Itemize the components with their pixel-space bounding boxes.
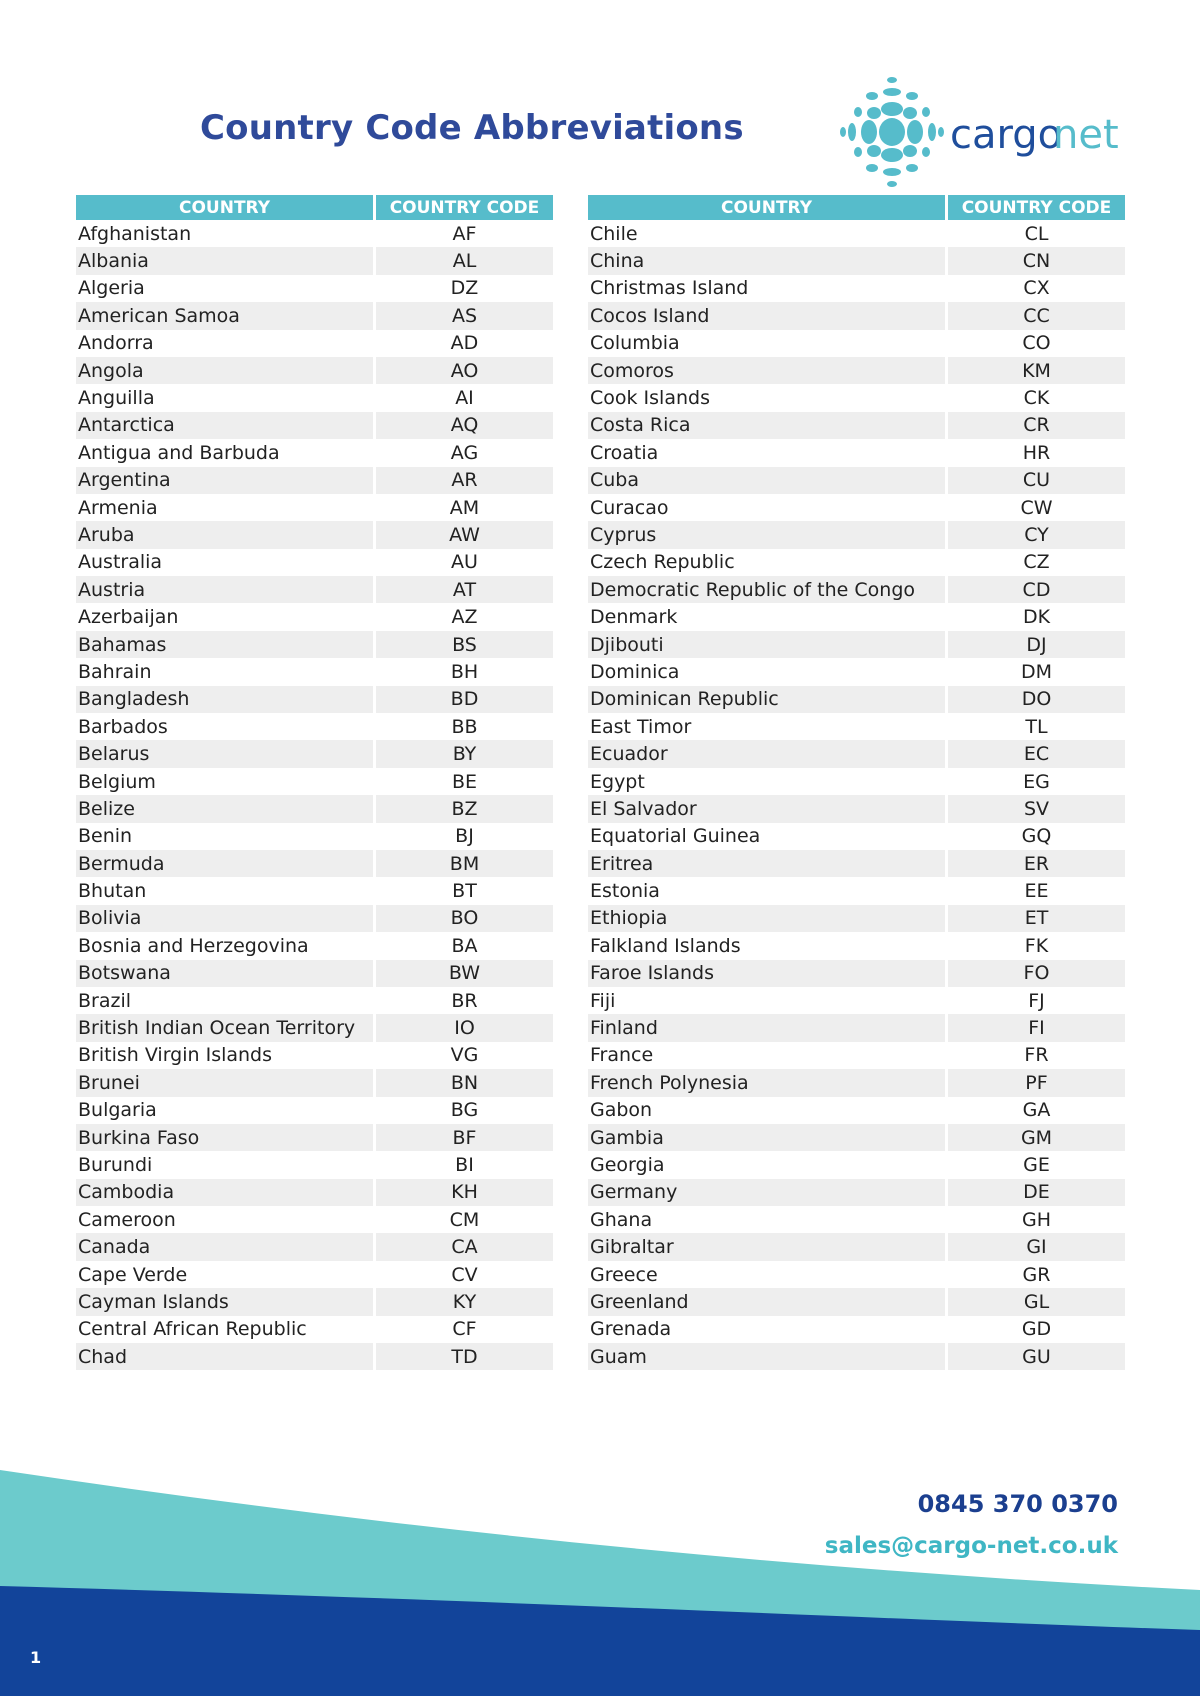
table-row — [75, 823, 555, 850]
country-name: Canada — [75, 1233, 375, 1260]
country-name: Croatia — [587, 439, 947, 466]
table-row — [75, 220, 555, 247]
cargonet-logo — [830, 72, 1120, 192]
country-code: CN — [947, 247, 1127, 274]
country-code: BY — [375, 740, 555, 767]
country-code: AZ — [375, 603, 555, 630]
country-code: CR — [947, 412, 1127, 439]
country-name: Brunei — [75, 1069, 375, 1096]
country-code-table-left — [73, 195, 556, 1370]
table-row — [75, 658, 555, 685]
table-row — [587, 603, 1127, 630]
country-code: AG — [375, 439, 555, 466]
country-code: AO — [375, 357, 555, 384]
country-name: Ethiopia — [587, 905, 947, 932]
country-code: TD — [375, 1343, 555, 1370]
header-country-code: COUNTRY CODE — [375, 195, 555, 220]
country-code: GH — [947, 1206, 1127, 1233]
country-name: Afghanistan — [75, 220, 375, 247]
country-code: AS — [375, 302, 555, 329]
country-code: AR — [375, 467, 555, 494]
table-row — [75, 247, 555, 274]
country-name: Chad — [75, 1343, 375, 1370]
country-name: Germany — [587, 1179, 947, 1206]
country-code: GM — [947, 1124, 1127, 1151]
country-name: Fiji — [587, 987, 947, 1014]
country-name: Guam — [587, 1343, 947, 1370]
table-row — [75, 494, 555, 521]
table-row — [75, 1124, 555, 1151]
table-row — [75, 521, 555, 548]
table-row — [587, 631, 1127, 658]
table-row — [587, 1069, 1127, 1096]
country-name: Georgia — [587, 1151, 947, 1178]
table-row — [587, 658, 1127, 685]
country-code-table-right — [585, 195, 1128, 1370]
country-name: Andorra — [75, 330, 375, 357]
country-name: Costa Rica — [587, 412, 947, 439]
country-name: Dominica — [587, 658, 947, 685]
country-code: GL — [947, 1288, 1127, 1315]
country-name: Bermuda — [75, 850, 375, 877]
table-row — [587, 247, 1127, 274]
country-code: BI — [375, 1151, 555, 1178]
country-code: FR — [947, 1042, 1127, 1069]
table-row — [75, 1316, 555, 1343]
country-name: Bhutan — [75, 877, 375, 904]
country-code: BR — [375, 987, 555, 1014]
country-name: Djibouti — [587, 631, 947, 658]
table-row — [75, 549, 555, 576]
table-row — [587, 740, 1127, 767]
table-row — [587, 576, 1127, 603]
table-row — [587, 1097, 1127, 1124]
country-name: El Salvador — [587, 795, 947, 822]
country-code: AL — [375, 247, 555, 274]
country-name: Christmas Island — [587, 275, 947, 302]
table-row — [587, 686, 1127, 713]
country-code: AT — [375, 576, 555, 603]
table-row — [587, 1316, 1127, 1343]
country-code: FO — [947, 960, 1127, 987]
country-code: GU — [947, 1343, 1127, 1370]
table-row — [587, 768, 1127, 795]
country-name: Czech Republic — [587, 549, 947, 576]
country-name: Ghana — [587, 1206, 947, 1233]
country-code: CZ — [947, 549, 1127, 576]
table-row — [587, 795, 1127, 822]
logo-text-net: net — [1053, 112, 1119, 158]
table-row — [75, 412, 555, 439]
country-code: FJ — [947, 987, 1127, 1014]
country-code: DK — [947, 603, 1127, 630]
country-code: BO — [375, 905, 555, 932]
country-code: BM — [375, 850, 555, 877]
country-code: AQ — [375, 412, 555, 439]
country-code: BH — [375, 658, 555, 685]
country-code: GQ — [947, 823, 1127, 850]
country-code: CX — [947, 275, 1127, 302]
table-row — [587, 384, 1127, 411]
table-row — [587, 823, 1127, 850]
table-row — [587, 987, 1127, 1014]
header-country: COUNTRY — [587, 195, 947, 220]
table-row — [75, 987, 555, 1014]
country-name: Eritrea — [587, 850, 947, 877]
table-row — [75, 1179, 555, 1206]
country-code: KY — [375, 1288, 555, 1315]
table-row — [75, 1288, 555, 1315]
country-name: Algeria — [75, 275, 375, 302]
country-code: CV — [375, 1261, 555, 1288]
country-code: DZ — [375, 275, 555, 302]
country-code: EE — [947, 877, 1127, 904]
country-name: France — [587, 1042, 947, 1069]
country-name: Gambia — [587, 1124, 947, 1151]
country-code: FI — [947, 1014, 1127, 1041]
country-code: CK — [947, 384, 1127, 411]
table-row — [587, 1151, 1127, 1178]
table-row — [75, 330, 555, 357]
country-code: FK — [947, 932, 1127, 959]
country-code: DM — [947, 658, 1127, 685]
country-name: Barbados — [75, 713, 375, 740]
country-code: AU — [375, 549, 555, 576]
table-row — [587, 1179, 1127, 1206]
country-name: Cocos Island — [587, 302, 947, 329]
table-row — [75, 960, 555, 987]
country-code: ER — [947, 850, 1127, 877]
country-name: Angola — [75, 357, 375, 384]
country-name: East Timor — [587, 713, 947, 740]
table-row — [75, 1097, 555, 1124]
country-name: Columbia — [587, 330, 947, 357]
table-row — [587, 412, 1127, 439]
table-row — [75, 357, 555, 384]
table-row — [587, 850, 1127, 877]
table-row — [75, 905, 555, 932]
country-code: CC — [947, 302, 1127, 329]
country-name: Dominican Republic — [587, 686, 947, 713]
country-name: Cape Verde — [75, 1261, 375, 1288]
country-name: Grenada — [587, 1316, 947, 1343]
country-name: Chile — [587, 220, 947, 247]
country-code: PF — [947, 1069, 1127, 1096]
table-row — [587, 220, 1127, 247]
country-name: Armenia — [75, 494, 375, 521]
table-row — [587, 1042, 1127, 1069]
country-code: GI — [947, 1233, 1127, 1260]
country-code: BZ — [375, 795, 555, 822]
table-row — [587, 1014, 1127, 1041]
table-row — [75, 576, 555, 603]
country-name: Belarus — [75, 740, 375, 767]
country-code: BA — [375, 932, 555, 959]
table-row — [587, 905, 1127, 932]
table-row — [75, 877, 555, 904]
country-name: Burundi — [75, 1151, 375, 1178]
table-row — [75, 1261, 555, 1288]
table-row — [75, 1343, 555, 1370]
country-code: SV — [947, 795, 1127, 822]
table-row — [75, 467, 555, 494]
country-code: KM — [947, 357, 1127, 384]
country-code: BB — [375, 713, 555, 740]
country-name: China — [587, 247, 947, 274]
country-code: BN — [375, 1069, 555, 1096]
table-row — [75, 795, 555, 822]
contact-email[interactable]: sales@cargo-net.co.uk — [824, 1533, 1118, 1559]
country-code: GR — [947, 1261, 1127, 1288]
country-code: BF — [375, 1124, 555, 1151]
country-code: BD — [375, 686, 555, 713]
country-name: Bulgaria — [75, 1097, 375, 1124]
table-row — [587, 713, 1127, 740]
country-code: GE — [947, 1151, 1127, 1178]
country-name: Greenland — [587, 1288, 947, 1315]
country-name: Antarctica — [75, 412, 375, 439]
country-code: GD — [947, 1316, 1127, 1343]
table-row — [75, 1069, 555, 1096]
country-name: Cayman Islands — [75, 1288, 375, 1315]
country-code: DO — [947, 686, 1127, 713]
table-row — [75, 1233, 555, 1260]
country-name: Democratic Republic of the Congo — [587, 576, 947, 603]
country-name: Azerbaijan — [75, 603, 375, 630]
country-code: BG — [375, 1097, 555, 1124]
country-name: Estonia — [587, 877, 947, 904]
country-code: CU — [947, 467, 1127, 494]
country-name: Greece — [587, 1261, 947, 1288]
table-row — [587, 357, 1127, 384]
table-row — [75, 768, 555, 795]
table-row — [75, 932, 555, 959]
table-row — [587, 439, 1127, 466]
table-row — [75, 302, 555, 329]
country-name: Bahrain — [75, 658, 375, 685]
country-name: Bolivia — [75, 905, 375, 932]
country-code: GA — [947, 1097, 1127, 1124]
table-row — [587, 1288, 1127, 1315]
country-code: DJ — [947, 631, 1127, 658]
table-row — [75, 631, 555, 658]
country-name: Austria — [75, 576, 375, 603]
table-row — [587, 330, 1127, 357]
table-row — [75, 275, 555, 302]
country-name: Finland — [587, 1014, 947, 1041]
country-name: American Samoa — [75, 302, 375, 329]
table-row — [75, 1151, 555, 1178]
country-name: Curacao — [587, 494, 947, 521]
table-row — [75, 686, 555, 713]
country-code: EG — [947, 768, 1127, 795]
country-name: Ecuador — [587, 740, 947, 767]
country-name: Cuba — [587, 467, 947, 494]
country-code: AI — [375, 384, 555, 411]
country-name: Botswana — [75, 960, 375, 987]
page-number: 1 — [30, 1648, 42, 1667]
country-name: British Virgin Islands — [75, 1042, 375, 1069]
table-row — [587, 1124, 1127, 1151]
table-row — [75, 1014, 555, 1041]
table-row — [587, 1206, 1127, 1233]
country-code: DE — [947, 1179, 1127, 1206]
country-code: CO — [947, 330, 1127, 357]
header-country: COUNTRY — [75, 195, 375, 220]
country-name: Comoros — [587, 357, 947, 384]
table-row — [587, 1233, 1127, 1260]
country-name: Cambodia — [75, 1179, 375, 1206]
contact-phone: 0845 370 0370 — [917, 1490, 1118, 1518]
country-code: CA — [375, 1233, 555, 1260]
table-row — [587, 960, 1127, 987]
country-code: AF — [375, 220, 555, 247]
country-code: CY — [947, 521, 1127, 548]
table-row — [75, 1206, 555, 1233]
country-code: BW — [375, 960, 555, 987]
table-row — [587, 494, 1127, 521]
country-code: CM — [375, 1206, 555, 1233]
country-name: Faroe Islands — [587, 960, 947, 987]
country-name: Burkina Faso — [75, 1124, 375, 1151]
country-name: Bangladesh — [75, 686, 375, 713]
country-name: Falkland Islands — [587, 932, 947, 959]
table-row — [587, 1343, 1127, 1370]
country-name: Cyprus — [587, 521, 947, 548]
country-code: HR — [947, 439, 1127, 466]
country-name: Benin — [75, 823, 375, 850]
country-name: Denmark — [587, 603, 947, 630]
country-name: Gibraltar — [587, 1233, 947, 1260]
country-name: Antigua and Barbuda — [75, 439, 375, 466]
country-code: AW — [375, 521, 555, 548]
country-code: BE — [375, 768, 555, 795]
country-name: Gabon — [587, 1097, 947, 1124]
table-row — [587, 521, 1127, 548]
country-code: BS — [375, 631, 555, 658]
header-country-code: COUNTRY CODE — [947, 195, 1127, 220]
table-row — [587, 1261, 1127, 1288]
country-name: Belgium — [75, 768, 375, 795]
country-code: CL — [947, 220, 1127, 247]
country-name: Anguilla — [75, 384, 375, 411]
country-code: EC — [947, 740, 1127, 767]
country-name: Cook Islands — [587, 384, 947, 411]
table-row — [75, 1042, 555, 1069]
country-name: Aruba — [75, 521, 375, 548]
table-row — [75, 740, 555, 767]
country-name: Cameroon — [75, 1206, 375, 1233]
country-code: KH — [375, 1179, 555, 1206]
table-row — [587, 932, 1127, 959]
country-name: Central African Republic — [75, 1316, 375, 1343]
country-code: AM — [375, 494, 555, 521]
footer-wave — [0, 1440, 1200, 1696]
country-name: Equatorial Guinea — [587, 823, 947, 850]
country-name: British Indian Ocean Territory — [75, 1014, 375, 1041]
country-name: Australia — [75, 549, 375, 576]
country-name: Brazil — [75, 987, 375, 1014]
table-row — [587, 549, 1127, 576]
logo-text-cargo: cargo — [950, 112, 1063, 158]
country-code: VG — [375, 1042, 555, 1069]
table-row — [75, 850, 555, 877]
table-row — [75, 713, 555, 740]
table-row — [587, 877, 1127, 904]
country-code: CD — [947, 576, 1127, 603]
country-name: Bahamas — [75, 631, 375, 658]
country-code: IO — [375, 1014, 555, 1041]
country-code: BJ — [375, 823, 555, 850]
country-code: CF — [375, 1316, 555, 1343]
country-name: Albania — [75, 247, 375, 274]
page-title: Country Code Abbreviations — [200, 108, 744, 148]
globe-dots-icon — [840, 77, 944, 187]
country-name: Bosnia and Herzegovina — [75, 932, 375, 959]
country-code: AD — [375, 330, 555, 357]
table-row — [75, 603, 555, 630]
country-code: BT — [375, 877, 555, 904]
country-code: TL — [947, 713, 1127, 740]
country-name: Egypt — [587, 768, 947, 795]
country-name: Belize — [75, 795, 375, 822]
table-row — [587, 302, 1127, 329]
table-row — [587, 467, 1127, 494]
country-name: French Polynesia — [587, 1069, 947, 1096]
country-code: CW — [947, 494, 1127, 521]
table-row — [75, 439, 555, 466]
table-row — [587, 275, 1127, 302]
country-code: ET — [947, 905, 1127, 932]
country-name: Argentina — [75, 467, 375, 494]
table-row — [75, 384, 555, 411]
